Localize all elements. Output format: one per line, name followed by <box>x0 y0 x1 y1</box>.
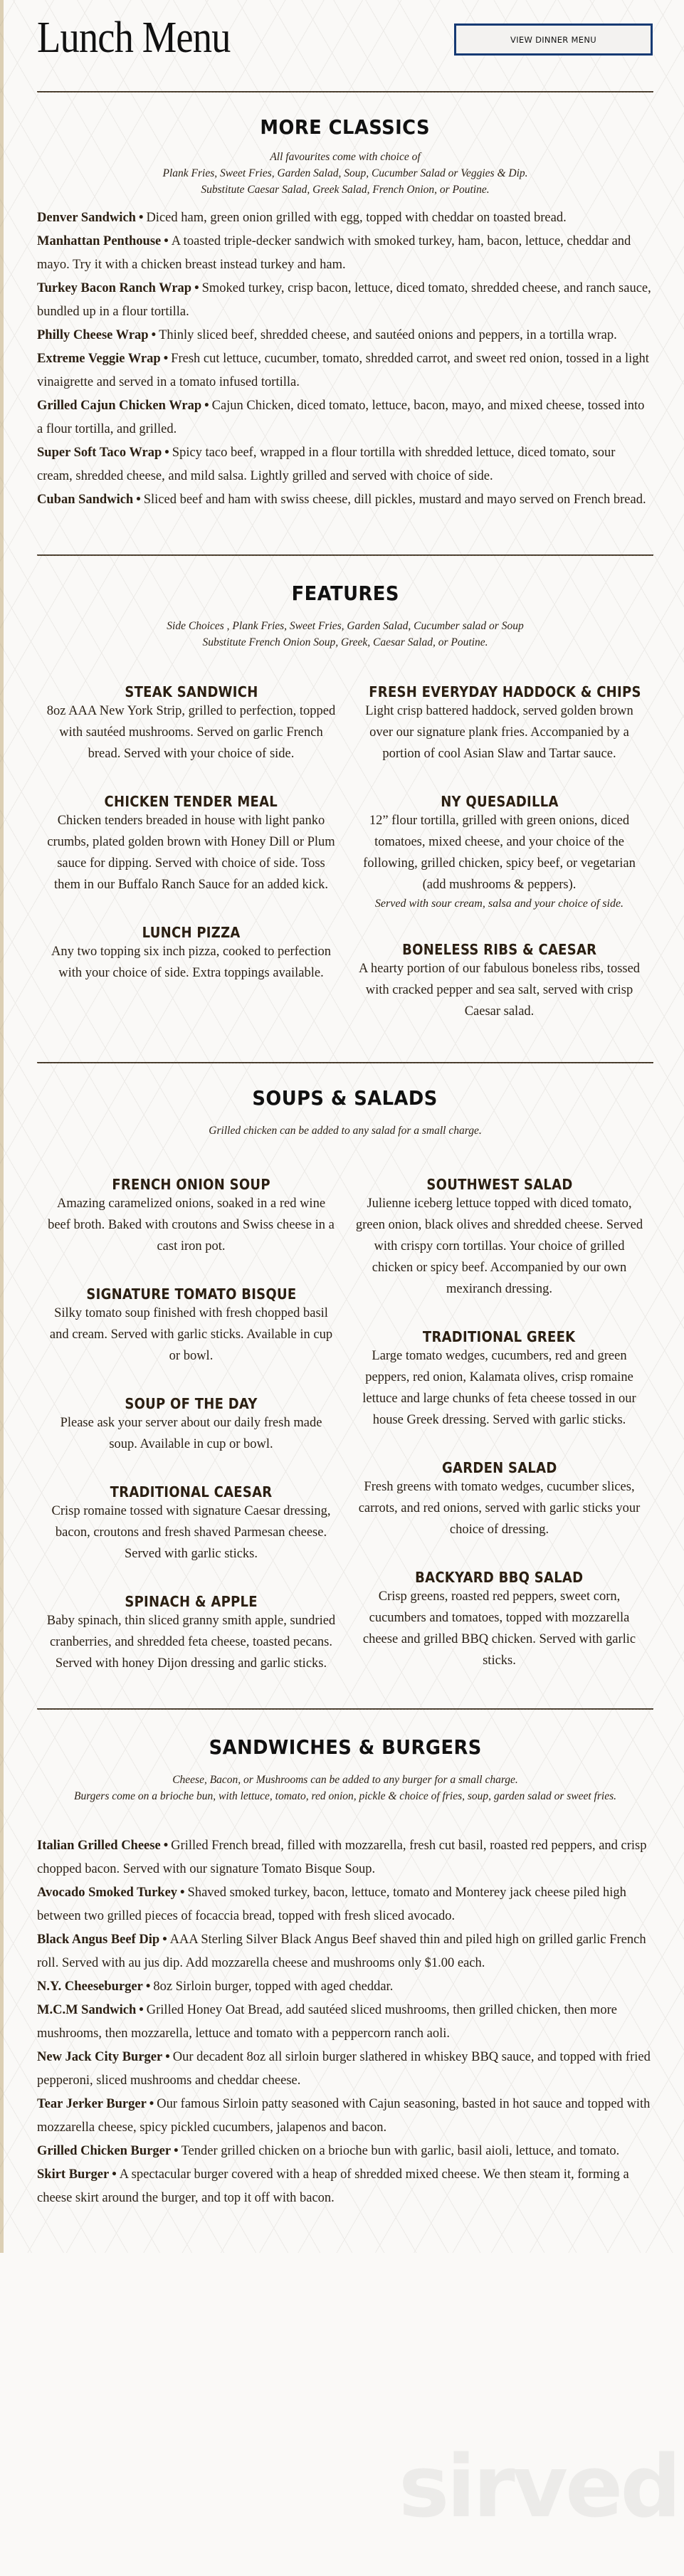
item-description: Tender grilled chicken on a brioche bun with garlic, basil aioli, lettuce, and tomato. <box>181 2144 620 2158</box>
bullet-separator: • <box>194 281 199 295</box>
section-note: Burgers come on a brioche bun, with lettuce, tomato, red onion, pickle & choice of fries, soup, garden salad or sweet fries. <box>74 1790 616 1802</box>
more-classics-list <box>37 206 653 512</box>
menu-item <box>37 2140 653 2163</box>
card-title: SPINACH & APPLE <box>125 1593 258 1610</box>
section-more-classics <box>37 93 653 512</box>
menu-card <box>354 941 646 1022</box>
view-dinner-menu-button[interactable]: VIEW DINNER MENU <box>454 23 653 56</box>
item-description: Thinly sliced beef, shredded cheese, and sautéed onions and peppers, in a tortilla wrap. <box>159 328 617 342</box>
menu-card <box>354 683 646 764</box>
soups-salads-grid <box>37 1176 653 1674</box>
menu-card <box>354 1328 646 1431</box>
menu-card <box>46 1593 337 1674</box>
item-name: Skirt Burger <box>37 2167 110 2182</box>
card-description: A hearty portion of our fabulous boneless ribs, tossed with cracked pepper and sea salt, served with crisp Caesar salad. <box>358 962 641 1019</box>
section-features <box>37 556 653 1022</box>
item-name: Turkey Bacon Ranch Wrap <box>37 281 192 295</box>
menu-item <box>37 441 653 488</box>
card-title: TRADITIONAL CAESAR <box>110 1483 273 1500</box>
item-description: Smoked turkey, crisp bacon, lettuce, diced tomato, shredded cheese, and ranch sauce, bundled up in a flour tortilla. <box>37 281 651 319</box>
menu-item <box>37 1834 653 1881</box>
card-title: SIGNATURE TOMATO BISQUE <box>85 1286 297 1303</box>
menu-item <box>37 347 653 394</box>
bullet-separator: • <box>204 399 209 413</box>
menu-card <box>46 1483 337 1565</box>
card-description: Baby spinach, thin sliced granny smith apple, sundried cranberries, and shredded feta cheese, toasted pecans. Served with honey Dijon dressing and garlic sticks. <box>46 1614 336 1671</box>
card-description: Crisp greens, roasted red peppers, sweet corn, cucumbers and tomatoes, topped with mozzarella cheese and grilled BBQ chicken. Served with garlic sticks. <box>362 1589 636 1668</box>
card-title: BONELESS RIBS & CAESAR <box>401 941 597 958</box>
bullet-separator: • <box>174 2144 179 2158</box>
item-name: Cuban Sandwich <box>37 493 134 507</box>
item-description: Fresh cut lettuce, cucumber, tomato, shredded carrot, and sweet red onion, tossed in a light vinaigrette and served in a tomato infused tortilla. <box>37 352 649 389</box>
menu-card <box>46 924 337 984</box>
bullet-separator: • <box>163 352 169 366</box>
card-description: Silky tomato soup finished with fresh chopped basil and cream. Served with garlic sticks. Available in cup or bowl. <box>49 1306 333 1363</box>
item-name: Grilled Cajun Chicken Wrap <box>37 399 202 413</box>
card-description: Chicken tenders breaded in house with light panko crumbs, plated golden brown with Honey Dill or Plum sauce for dipping. Served with choice of side. Toss them in our Buffalo Ranch Sauce for an added kick. <box>47 814 335 892</box>
card-description: Amazing caramelized onions, soaked in a red wine beef broth. Baked with croutons and Swiss cheese in a cast iron pot. <box>48 1197 335 1253</box>
section-note: Plank Fries, Sweet Fries, Garden Salad, Soup, Cucumber Salad or Veggies & Dip. <box>162 167 528 179</box>
card-description: Large tomato wedges, cucumbers, red and green peppers, red onion, Kalamata olives, crisp romaine lettuce and large chunks of feta cheese tossed in our house Greek dressing. Served with garlic sticks. <box>362 1349 636 1427</box>
menu-card <box>46 1176 337 1257</box>
bullet-separator: • <box>164 234 169 248</box>
item-description: 8oz Sirloin burger, topped with aged cheddar. <box>153 1980 394 1994</box>
item-description: Grilled French bread, filled with mozzarella, fresh cut basil, roasted red peppers, and crisp chopped bacon. Served with our signature Tomato Bisque Soup. <box>37 1839 647 1876</box>
item-name: Black Angus Beef Dip <box>37 1933 160 1947</box>
item-description: AAA Sterling Silver Black Angus Beef shaved thin and piled high on grilled garlic French roll. Served with au jus dip. Add mozzarella cheese and mushrooms only $1.00 each. <box>37 1933 646 1970</box>
menu-card <box>354 1176 646 1300</box>
item-description: A spectacular burger covered with a heap of shredded mixed cheese. We then steam it, forming a cheese skirt around the burger, and top it off with bacon. <box>37 2167 629 2205</box>
page-title: Lunch Menu <box>37 14 231 62</box>
card-title: TRADITIONAL GREEK <box>423 1328 576 1345</box>
card-description: Please ask your server about our daily fresh made soup. Available in cup or bowl. <box>60 1416 322 1451</box>
card-title: BACKYARD BBQ SALAD <box>415 1569 584 1586</box>
item-name: M.C.M Sandwich <box>37 2003 137 2017</box>
bullet-separator: • <box>163 1839 169 1853</box>
card-title: LUNCH PIZZA <box>142 924 241 941</box>
section-title: MORE CLASSICS <box>260 115 431 139</box>
card-description: 12” flour tortilla, grilled with green onions, diced tomatoes, mixed cheese, and your choice of the following, grilled chicken, spicy beef, or vegetarian (add mushrooms & peppers). <box>363 814 636 892</box>
section-title: SOUPS & SALADS <box>252 1086 438 1110</box>
item-name: Italian Grilled Cheese <box>37 1839 161 1853</box>
section-title: SANDWICHES & BURGERS <box>209 1735 482 1759</box>
card-title: NY QUESADILLA <box>440 793 559 810</box>
menu-card <box>354 793 646 913</box>
bullet-separator: • <box>139 2003 144 2017</box>
section-soups-salads <box>37 1063 653 1674</box>
bullet-separator: • <box>162 1933 167 1947</box>
item-name: Philly Cheese Wrap <box>37 328 149 342</box>
card-description: Fresh greens with tomato wedges, cucumber slices, carrots, and red onions, served with garlic sticks your choice of dressing. <box>358 1480 641 1537</box>
bullet-separator: • <box>164 446 169 460</box>
section-note: Substitute French Onion Soup, Greek, Caesar Salad, or Poutine. <box>202 636 488 648</box>
section-note: Substitute Caesar Salad, Greek Salad, French Onion, or Poutine. <box>201 184 490 196</box>
menu-card <box>354 1569 646 1671</box>
section-title: FEATURES <box>291 582 399 605</box>
item-description: Diced ham, green onion grilled with egg, topped with cheddar on toasted bread. <box>146 211 567 225</box>
card-description: Julienne iceberg lettuce topped with diced tomato, green onion, black olives and shredded cheese. Served with crispy corn tortillas. Your choice of grilled chicken or spicy beef. Accompanied by our own mexiranch dressing. <box>355 1197 643 1296</box>
bullet-separator: • <box>112 2167 117 2182</box>
bullet-separator: • <box>138 211 144 225</box>
card-description: Light crisp battered haddock, served golden brown over our signature plank fries. Accompanied by a portion of cool Asian Slaw and Tartar sauce. <box>365 704 633 761</box>
page-header <box>37 0 653 91</box>
item-description: Our decadent 8oz all sirloin burger slathered in whiskey BBQ sauce, and topped with fried pepperoni, sliced mushrooms and cheddar cheese. <box>37 2050 651 2088</box>
menu-item <box>37 2093 653 2140</box>
bullet-separator: • <box>180 1886 185 1900</box>
menu-item <box>37 277 653 324</box>
item-name: Tear Jerker Burger <box>37 2097 147 2111</box>
section-sandwiches-burgers <box>37 1710 653 2210</box>
card-title: SOUTHWEST SALAD <box>426 1176 573 1193</box>
section-note: Cheese, Bacon, or Mushrooms can be added to any burger for a small charge. <box>172 1774 518 1786</box>
item-description: A toasted triple-decker sandwich with smoked turkey, ham, bacon, lettuce, cheddar and mayo. Try it with a chicken breast instead turkey and ham. <box>37 234 631 272</box>
item-name: Denver Sandwich <box>37 211 136 225</box>
menu-item <box>37 1999 653 2046</box>
menu-item <box>37 206 653 230</box>
soups-left-column <box>37 1176 345 1674</box>
features-grid <box>37 683 653 1022</box>
section-note: All favourites come with choice of <box>270 151 421 163</box>
item-description: Cajun Chicken, diced tomato, lettuce, bacon, mayo, and mixed cheese, tossed into a flour tortilla, and grilled. <box>37 399 645 436</box>
item-name: Manhattan Penthouse <box>37 234 162 248</box>
menu-card <box>46 683 337 764</box>
menu-item <box>37 488 653 512</box>
card-title: GARDEN SALAD <box>441 1459 557 1476</box>
card-description: Crisp romaine tossed with signature Caesar dressing, bacon, croutons and fresh shaved Parmesan cheese. Served with garlic sticks. <box>51 1504 331 1561</box>
menu-card <box>46 1286 337 1367</box>
card-title: SOUP OF THE DAY <box>125 1395 258 1412</box>
menu-card <box>354 1459 646 1540</box>
menu-card <box>46 1395 337 1455</box>
menu-item <box>37 394 653 441</box>
bullet-separator: • <box>145 1980 151 1994</box>
menu-item <box>37 230 653 277</box>
section-note: Grilled chicken can be added to any salad for a small charge. <box>209 1125 482 1137</box>
section-note: Side Choices , Plank Fries, Sweet Fries, Garden Salad, Cucumber salad or Soup <box>167 620 524 632</box>
item-description: Grilled Honey Oat Bread, add sautéed sliced mushrooms, then grilled chicken, then more mushrooms, then mozzarella, lettuce and tomato with a peppercorn ranch aoli. <box>37 2003 617 2041</box>
card-title: FRESH EVERYDAY HADDOCK & CHIPS <box>368 683 641 700</box>
menu-item <box>37 2163 653 2210</box>
item-name: Extreme Veggie Wrap <box>37 352 161 366</box>
card-description: 8oz AAA New York Strip, grilled to perfection, topped with sautéed mushrooms. Served on garlic French bread. Served with your choice of side. <box>46 704 336 761</box>
item-name: Avocado Smoked Turkey <box>37 1886 178 1900</box>
features-right-column <box>345 683 653 1022</box>
card-title: FRENCH ONION SOUP <box>112 1176 270 1193</box>
item-name: N.Y. Cheeseburger <box>37 1980 143 1994</box>
menu-item <box>37 2046 653 2093</box>
bullet-separator: • <box>151 328 157 342</box>
menu-card <box>46 793 337 895</box>
menu-item <box>37 1928 653 1975</box>
bullet-separator: • <box>149 2097 154 2111</box>
item-name: Super Soft Taco Wrap <box>37 446 162 460</box>
item-description: Shaved smoked turkey, bacon, lettuce, tomato and Monterey jack cheese piled high between two grilled pieces of focaccia bread, topped with fresh sliced avocado. <box>37 1886 626 1923</box>
item-name: New Jack City Burger <box>37 2050 163 2064</box>
watermark-logo: sirved <box>399 2438 679 2537</box>
bullet-separator: • <box>165 2050 170 2064</box>
sandwiches-burgers-list <box>37 1834 653 2210</box>
salads-right-column <box>345 1176 653 1674</box>
item-description: Spicy taco beef, wrapped in a flour tortilla with shredded lettuce, diced tomato, sour cream, shredded cheese, and mild salsa. Lightly grilled and served with choice of side. <box>37 446 616 483</box>
menu-item <box>37 1881 653 1928</box>
card-title: CHICKEN TENDER MEAL <box>104 793 278 810</box>
card-note: Served with sour cream, salsa and your choice of side. <box>374 898 624 910</box>
menu-item <box>37 324 653 347</box>
item-description: Our famous Sirloin patty seasoned with Cajun seasoning, basted in hot sauce and topped with mozzarella cheese, spicy pickled cucumbers, jalapenos and bacon. <box>37 2097 651 2135</box>
card-description: Any two topping six inch pizza, cooked to perfection with your choice of side. Extra toppings available. <box>51 945 332 980</box>
features-left-column <box>37 683 345 1022</box>
item-description: Sliced beef and ham with swiss cheese, dill pickles, mustard and mayo served on French bread. <box>143 493 646 507</box>
card-title: STEAK SANDWICH <box>124 683 258 700</box>
bullet-separator: • <box>136 493 141 507</box>
menu-item <box>37 1975 653 1999</box>
item-name: Grilled Chicken Burger <box>37 2144 172 2158</box>
